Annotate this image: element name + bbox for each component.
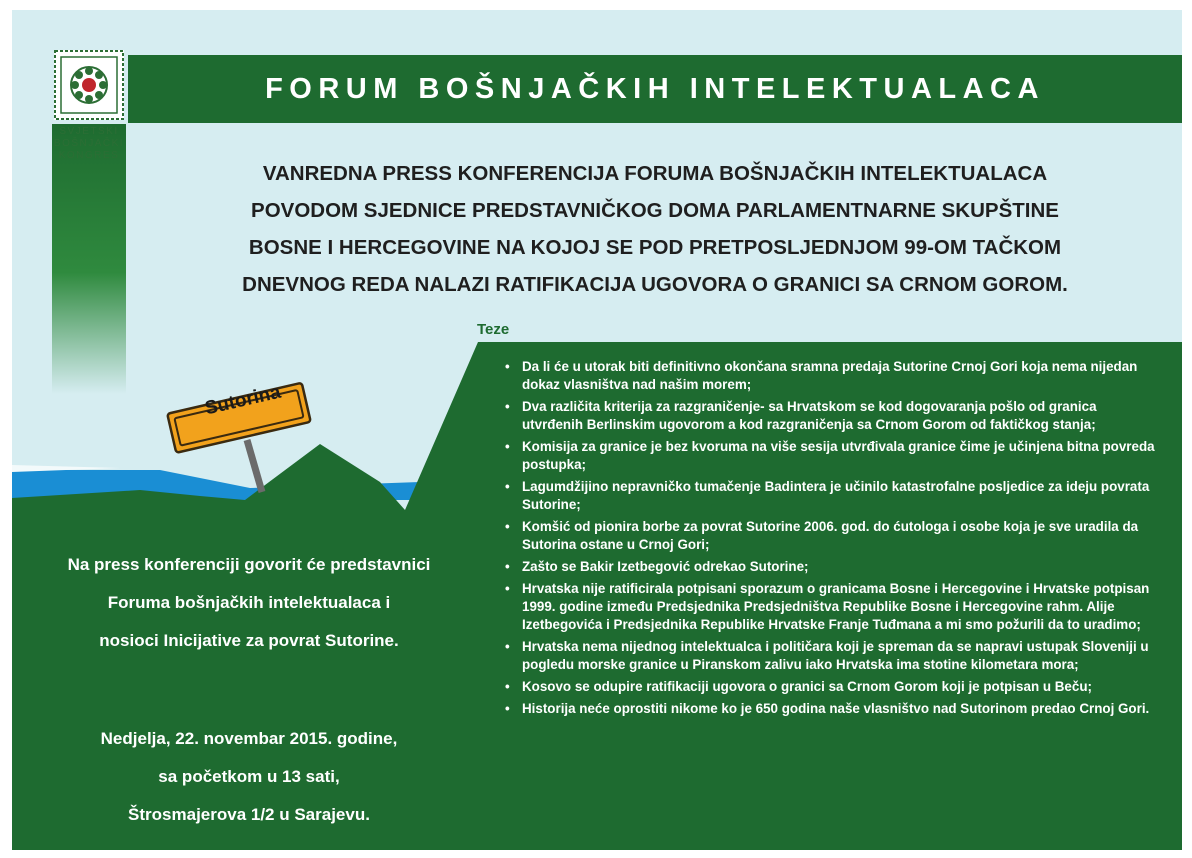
announcement-line: Na press konferenciji govorit će predstavnici <box>67 555 431 574</box>
headline <box>160 155 1150 303</box>
headline-line: POVODOM SJEDNICE PREDSTAVNIČKOG DOMA PARLAMENTNARNE SKUPŠTINE <box>251 199 1059 222</box>
logo-line: BOŠNJAČKI <box>53 138 125 149</box>
event-time: sa početkom u 13 sati, <box>158 767 340 786</box>
thesis-item: • Komisija za granice je bez kvoruma na više sesija utvrđivala granice čime je učinjena bitna povreda postupka; <box>505 438 1160 474</box>
lily-emblem-icon <box>54 50 124 120</box>
logo-caption <box>50 126 128 162</box>
page-title: FORUM BOŠNJAČKIH INTELEKTUALACA <box>265 73 1045 105</box>
event-location: Štrosmajerova 1/2 u Sarajevu. <box>128 805 370 824</box>
thesis-item: • Da li će u utorak biti definitivno okončana sramna predaja Sutorine Crnoj Gori koja nema nijedan dokaz vlasništva nad našim morem; <box>505 358 1160 394</box>
sign-post <box>247 440 262 492</box>
announcement <box>24 546 474 834</box>
logo-line: SVJETSKI <box>59 126 119 137</box>
logo-line: KONGRES <box>58 150 120 161</box>
thesis-item: • Kosovo se odupire ratifikaciji ugovora o granici sa Crnom Gorom koji je potpisan u Beču; <box>505 678 1160 696</box>
thesis-item: • Zašto se Bakir Izetbegović odrekao Sutorine; <box>505 558 1160 576</box>
congress-logo <box>54 50 124 120</box>
headline-line: VANREDNA PRESS KONFERENCIJA FORUMA BOŠNJAČKIH INTELEKTUALACA <box>262 162 1048 185</box>
headline-line: DNEVNOG REDA NALAZI RATIFIKACIJA UGOVORA O GRANICI SA CRNOM GOROM. <box>242 273 1068 296</box>
theses-heading: Teze <box>477 321 510 338</box>
thesis-item: • Lagumdžijino nepravničko tumačenje Badintera je učinilo katastrofalne posljedice za ideju povrata Sutorine; <box>505 478 1160 514</box>
announcement-line: nosioci Inicijative za povrat Sutorine. <box>99 631 399 650</box>
sign-label: Sutorina <box>202 381 283 420</box>
thesis-item: • Historija neće oprostiti nikome ko je 650 godina naše vlasništvo nad Sutorinom predao Crnoj Gori. <box>505 700 1160 718</box>
thesis-item: • Komšić od pionira borbe za povrat Sutorine 2006. god. do ćutologa i osobe koja je sve uradila da Sutorina ostane u Crnoj Gori; <box>505 518 1160 554</box>
announcement-line: Forumа bošnjačkih intelektualaca i <box>107 593 391 612</box>
headline-line: BOSNE I HERCEGOVINE NA KOJOJ SE POD PRETPOSLJEDNJOM 99-OM TAČKOM <box>248 236 1062 259</box>
event-date: Nedjelja, 22. novembar 2015. godine, <box>100 729 398 748</box>
spacer <box>24 660 474 720</box>
thesis-item: • Dva različita kriterija za razgraničenje- sa Hrvatskom se kod dogovaranja pošlo od granica utvrđenih Berlinskim ugovorom a kod razgraničenja sa Crnom Gorom od faktičkog stanja; <box>505 398 1160 434</box>
thesis-item: • Hrvatska nije ratificirala potpisani sporazum o granicama Bosne i Hercegovine i Hrvatske potpisan 1999. godine između Predsjednika Predsjedništva Republike Bosne i Hercegovine rahm. Alije Izetbegovića i Predsjednika Republike Hrvatske Franje Tuđmana a mi smo požurili da to uradimo; <box>505 580 1160 634</box>
theses-list <box>505 358 1160 722</box>
thesis-item: • Hrvatska nema nijednog intelektualca i političara koji je spreman da se napravi ustupak Sloveniji u pogledu morske granice u Piranskom zalivu iako Hrvatska ima stotine kilometara mora; <box>505 638 1160 674</box>
logo-column <box>52 124 126 394</box>
